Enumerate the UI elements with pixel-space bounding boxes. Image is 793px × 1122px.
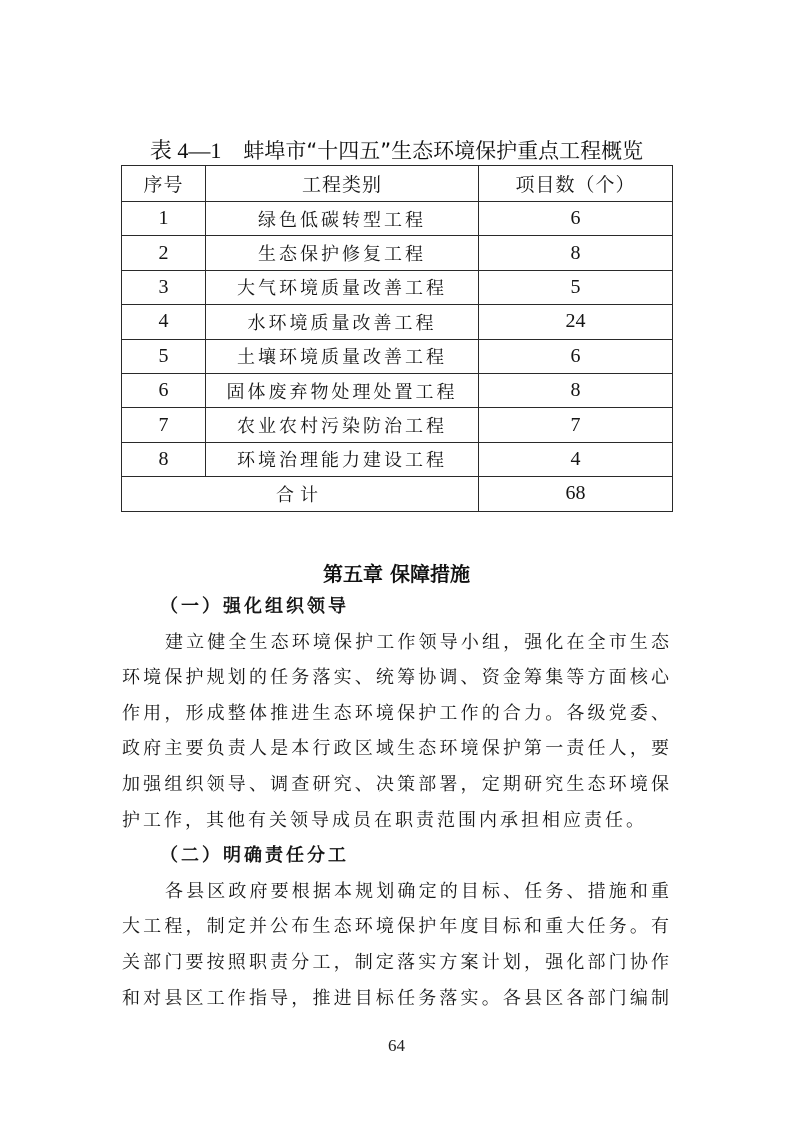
paragraph-line: 各县区政府要根据本规划确定的目标、任务、措施和重 <box>165 880 672 902</box>
total-label: 合计 <box>122 477 479 511</box>
table-header-row <box>122 166 673 202</box>
row-count: 5 <box>479 270 673 304</box>
row-count: 4 <box>479 442 673 476</box>
row-count: 8 <box>479 373 673 407</box>
row-category: 绿色低碳转型工程 <box>206 202 479 236</box>
paragraph-line: 护工作，其他有关领导成员在职责范围内承担相应责任。 <box>122 809 647 831</box>
table-row <box>122 202 673 236</box>
paragraph-line: 环境保护规划的任务落实、统筹协调、资金筹集等方面核心 <box>122 667 672 689</box>
row-no: 3 <box>122 270 206 304</box>
row-category: 水环境质量改善工程 <box>206 305 479 339</box>
chapter-title: 第五章 保障措施 <box>323 562 470 586</box>
row-category: 固体废弃物处理处置工程 <box>206 373 479 407</box>
table-row <box>122 408 673 442</box>
table-row <box>122 236 673 270</box>
row-category: 土壤环境质量改善工程 <box>206 339 479 373</box>
paragraph-line: 政府主要负责人是本行政区域生态环境保护第一责任人，要 <box>122 738 672 760</box>
table-caption <box>121 137 672 165</box>
row-no: 2 <box>122 236 206 270</box>
row-no: 1 <box>122 202 206 236</box>
page-number: 64 <box>388 1036 405 1055</box>
table-number: 表 4—1 <box>149 138 222 163</box>
header-count: 项目数（个） <box>479 166 673 202</box>
row-count: 8 <box>479 236 673 270</box>
table-row <box>122 339 673 373</box>
table-title: 蚌埠市“十四五”生态环境保护重点工程概览 <box>243 139 644 163</box>
projects-table <box>121 165 673 512</box>
row-no: 7 <box>122 408 206 442</box>
section-heading: （一）强化组织领导 <box>160 596 349 617</box>
table-total-row <box>122 477 673 511</box>
row-no: 4 <box>122 305 206 339</box>
row-count: 6 <box>479 339 673 373</box>
table-row <box>122 270 673 304</box>
paragraph-line: 关部门要按照职责分工，制定落实方案计划，强化部门协作 <box>122 951 672 973</box>
header-no: 序号 <box>122 166 206 202</box>
row-count: 6 <box>479 202 673 236</box>
total-count: 68 <box>479 477 673 511</box>
paragraph-line: 和对县区工作指导，推进目标任务落实。各县区各部门编制 <box>122 987 672 1009</box>
table-row <box>122 373 673 407</box>
row-category: 农业农村污染防治工程 <box>206 408 479 442</box>
paragraph-line: 建立健全生态环境保护工作领导小组，强化在全市生态 <box>165 631 672 653</box>
paragraph-line: 大工程，制定并公布生态环境保护年度目标和重大任务。有 <box>122 916 672 938</box>
row-no: 5 <box>122 339 206 373</box>
row-category: 生态保护修复工程 <box>206 236 479 270</box>
table-row <box>122 442 673 476</box>
row-count: 24 <box>479 305 673 339</box>
row-no: 6 <box>122 373 206 407</box>
row-category: 环境治理能力建设工程 <box>206 442 479 476</box>
body-text <box>122 589 672 1016</box>
row-category: 大气环境质量改善工程 <box>206 270 479 304</box>
paragraph-line: 加强组织领导、调查研究、决策部署，定期研究生态环境保 <box>122 773 672 795</box>
row-count: 7 <box>479 408 673 442</box>
section-heading: （二）明确责任分工 <box>160 845 349 867</box>
header-category: 工程类别 <box>206 166 479 202</box>
row-no: 8 <box>122 442 206 476</box>
paragraph-line: 作用，形成整体推进生态环境保护工作的合力。各级党委、 <box>122 702 672 724</box>
table-row <box>122 305 673 339</box>
